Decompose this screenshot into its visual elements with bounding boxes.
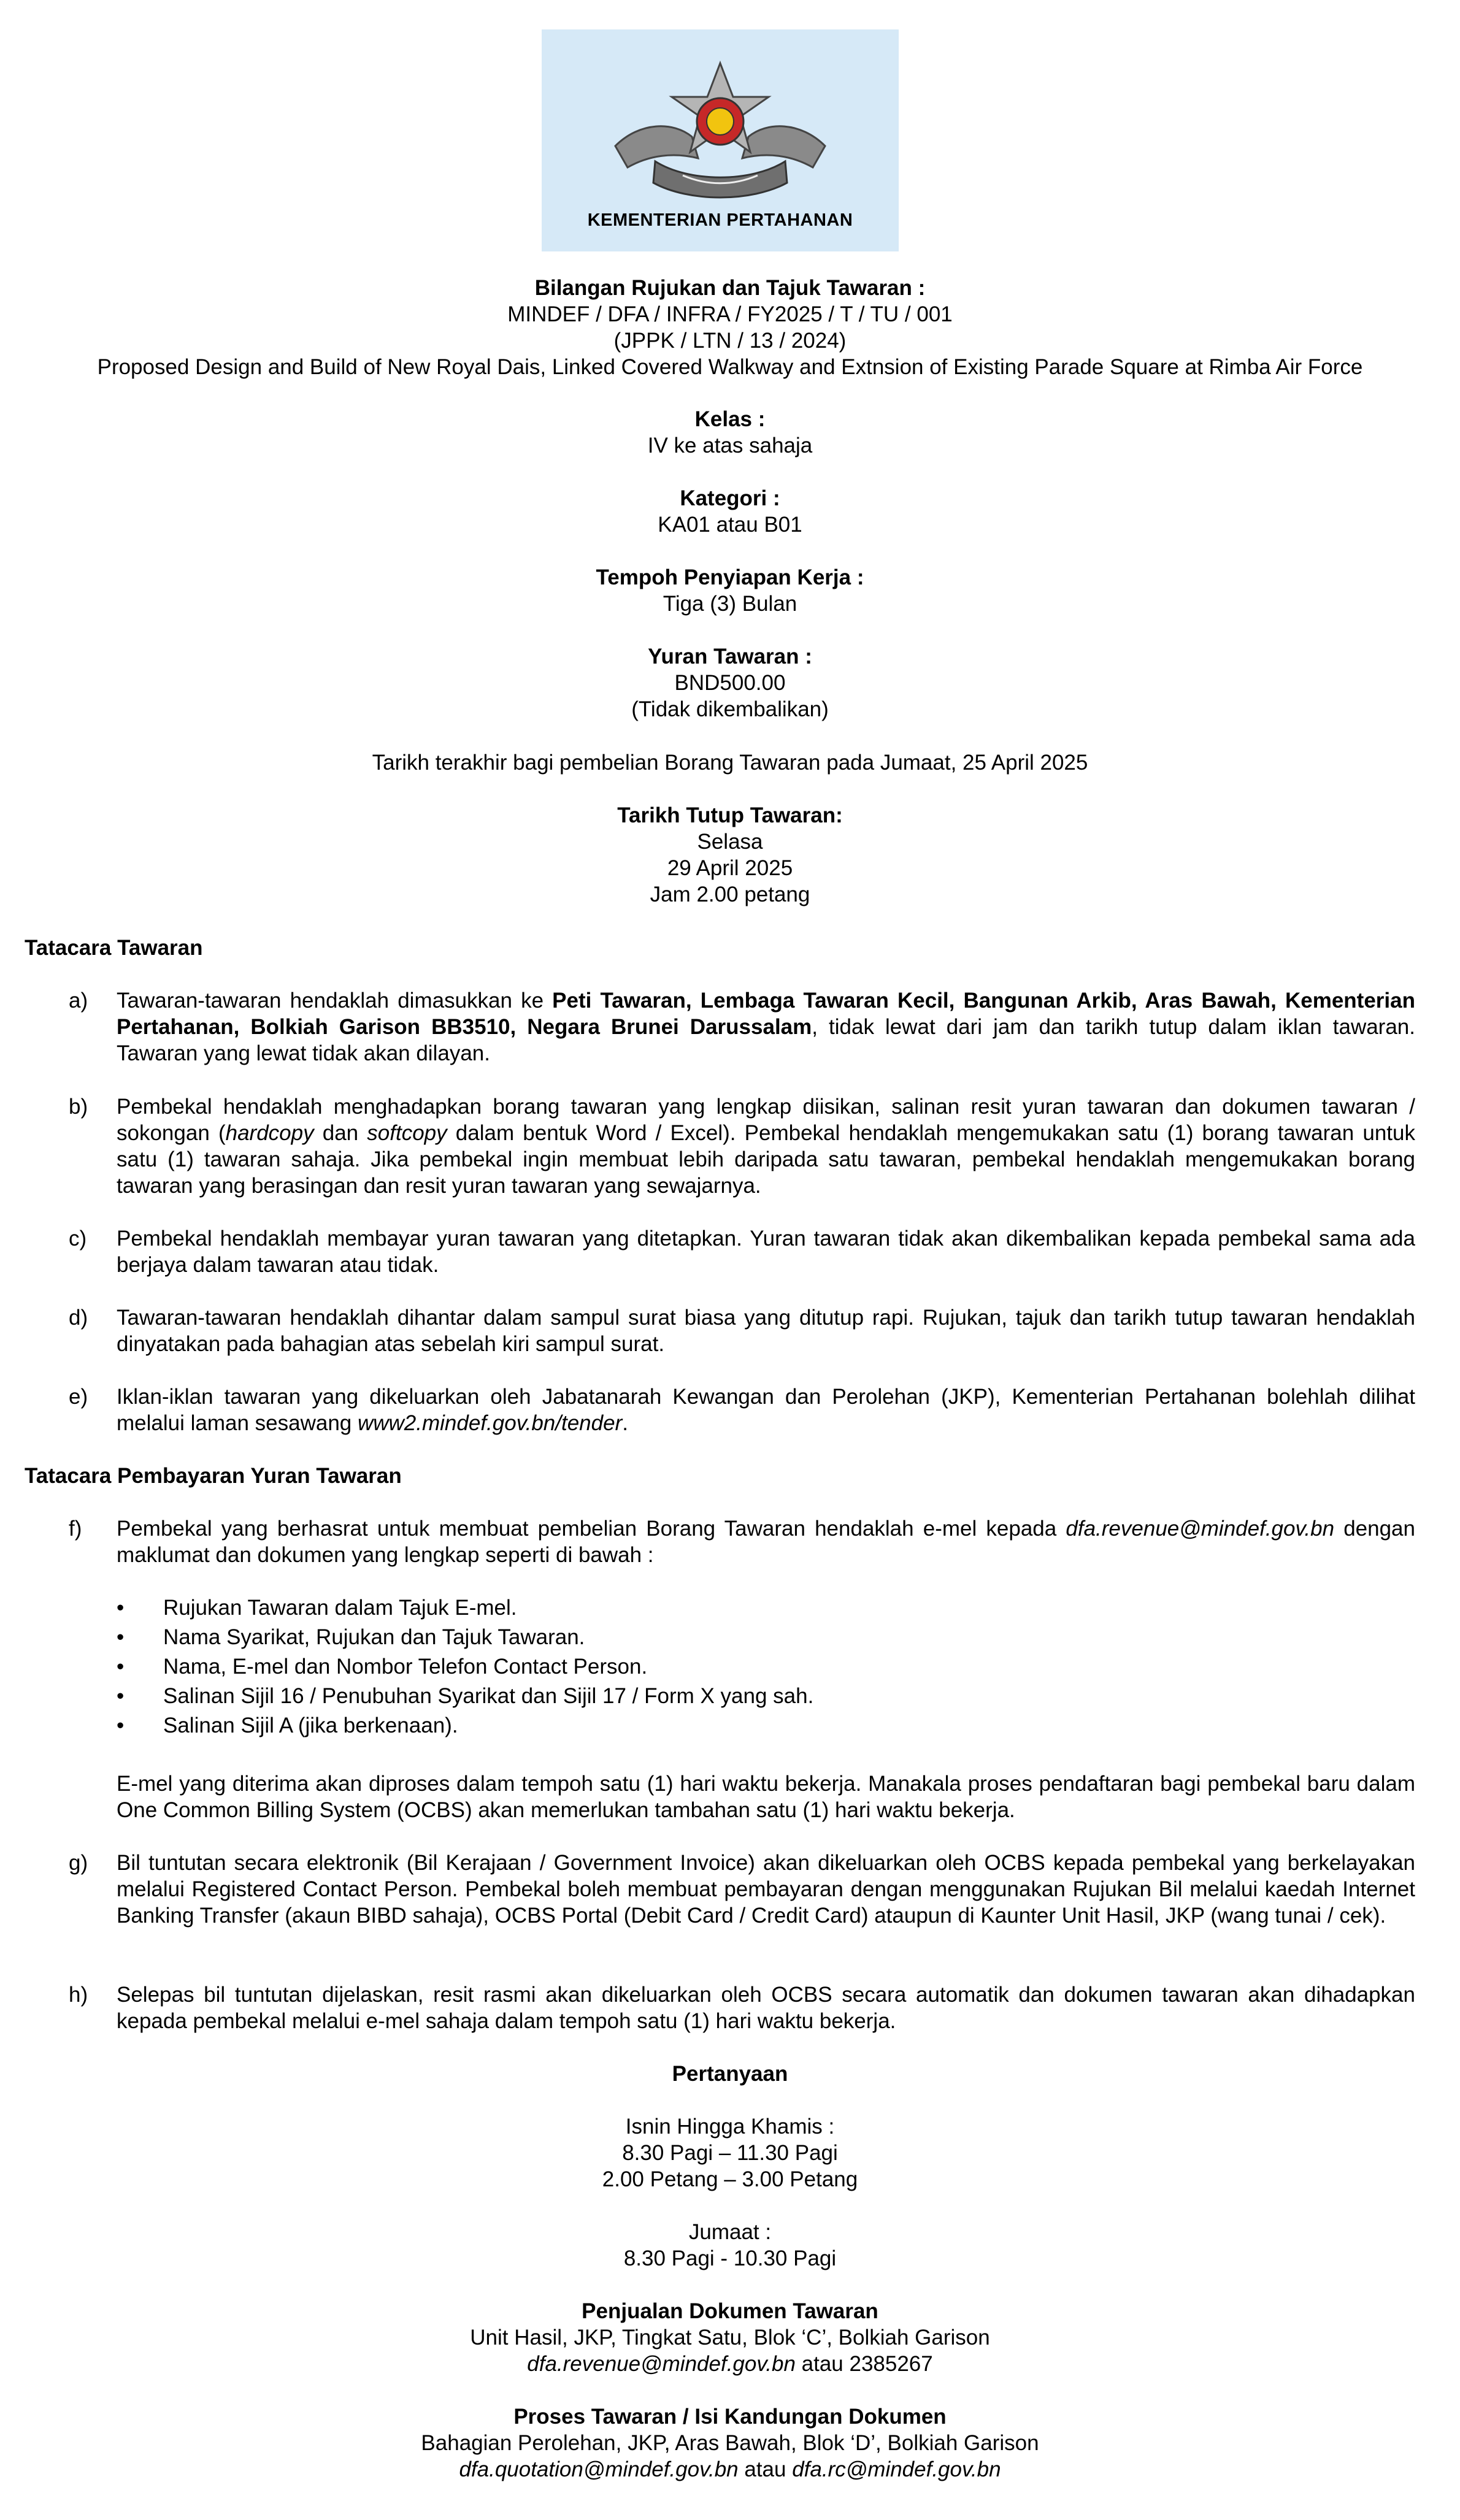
weekday-hours-label: Isnin Hingga Khamis :: [625, 2115, 835, 2139]
item-text: Pembekal hendaklah membayar yuran tawaran yang ditetapkan. Yuran tawaran tidak akan dikembalikan kepada pembekal sama ada berjaya dalam tawaran atau tidak.: [117, 1227, 1415, 1277]
tender-website-link[interactable]: www2.mindef.gov.bn/tender: [357, 1411, 623, 1435]
bullet-icon: •: [117, 1655, 125, 1679]
item-label: h): [69, 1983, 88, 2007]
sales-address: Unit Hasil, JKP, Tingkat Satu, Blok ‘C’, Bolkiah Garison: [470, 2326, 990, 2350]
bullet-icon: •: [117, 1596, 125, 1620]
closing-label: Tarikh Tutup Tawaran:: [617, 803, 843, 827]
revenue-email-link[interactable]: dfa.revenue@mindef.gov.bn: [1066, 1517, 1335, 1541]
weekday-afternoon-hours: 2.00 Petang – 3.00 Petang: [602, 2167, 858, 2191]
item-text: Iklan-iklan tawaran yang dikeluarkan oleh Jabatanarah Kewangan dan Perolehan (JKP), Kementerian Pertahanan bolehlah dilihat melalui laman sesawang www2.mindef.gov.bn/tender.: [117, 1385, 1415, 1435]
item-text: Selepas bil tuntutan dijelaskan, resit rasmi akan dikeluarkan oleh OCBS secara automatik dan dokumen tawaran akan dihadapkan kepada pembekal melalui e-mel sahaja dalam tempoh satu (1) hari waktu bekerja.: [117, 1983, 1415, 2033]
sales-email-link[interactable]: dfa.revenue@mindef.gov.bn: [527, 2352, 796, 2376]
emblem-icon: [542, 29, 899, 207]
section-heading-tatacara-tawaran: Tatacara Tawaran: [25, 936, 203, 960]
quotation-email-link[interactable]: dfa.quotation@mindef.gov.bn: [459, 2457, 739, 2481]
tempoh-value: Tiga (3) Bulan: [663, 592, 797, 616]
kelas-label: Kelas :: [694, 407, 766, 431]
item-text: Bil tuntutan secara elektronik (Bil Kerajaan / Government Invoice) akan dikeluarkan oleh OCBS kepada pembekal yang berkelayakan melalui Registered Contact Person. Pembekal boleh membuat pembayaran dengan menggunakan Rujukan Bil melalui kaedah Internet Banking Transfer (akaun BIBD sahaja), OCBS Portal (Debit Card / Credit Card) ataupun di Kaunter Unit Hasil, JKP (wang tunai / cek).: [117, 1851, 1415, 1928]
item-text: Tawaran-tawaran hendaklah dimasukkan ke Peti Tawaran, Lembaga Tawaran Kecil, Bangunan Arkib, Aras Bawah, Kementerian Pertahanan, Bolkiah Garison BB3510, Negara Brunei Darussalam, tidak lewat dari jam dan tarikh tutup dalam iklan tawaran. Tawaran yang lewat tidak akan dilayan.: [117, 989, 1415, 1065]
yuran-value: BND500.00: [674, 671, 786, 695]
item-label: c): [69, 1227, 87, 1250]
item-label: f): [69, 1517, 82, 1541]
rc-email-link[interactable]: dfa.rc@mindef.gov.bn: [792, 2457, 1001, 2481]
weekday-morning-hours: 8.30 Pagi – 11.30 Pagi: [622, 2141, 838, 2165]
reference-title-label: Bilangan Rujukan dan Tajuk Tawaran :: [534, 276, 926, 300]
sales-contact: dfa.revenue@mindef.gov.bn atau 2385267: [527, 2352, 933, 2376]
friday-hours-label: Jumaat :: [688, 2220, 772, 2244]
sales-heading: Penjualan Dokumen Tawaran: [582, 2299, 878, 2323]
process-address: Bahagian Perolehan, JKP, Aras Bawah, Blok ‘D’, Bolkiah Garison: [421, 2431, 1039, 2455]
project-title: Proposed Design and Build of New Royal Dais, Linked Covered Walkway and Extnsion of Existing Parade Square at Rimba Air Force: [97, 355, 1363, 379]
pertanyaan-heading: Pertanyaan: [672, 2062, 788, 2086]
item-text: Tawaran-tawaran hendaklah dihantar dalam sampul surat biasa yang ditutup rapi. Rujukan, tajuk dan tarikh tutup tawaran hendaklah dinyatakan pada bahagian atas sebelah kiri sampul surat.: [117, 1306, 1415, 1356]
item-label: g): [69, 1851, 88, 1875]
friday-hours: 8.30 Pagi - 10.30 Pagi: [623, 2246, 837, 2270]
tender-box-address: Peti Tawaran, Lembaga Tawaran Kecil, Bangunan Arkib, Aras Bawah, Kementerian Pertahanan, Bolkiah Garison BB3510, Negara Brunei Darussalam: [117, 989, 1415, 1039]
ministry-logo: [542, 29, 899, 251]
item-text: Pembekal yang berhasrat untuk membuat pembelian Borang Tawaran hendaklah e-mel kepada dfa.revenue@mindef.gov.bn dengan maklumat dan dokumen yang lengkap seperti di bawah :: [117, 1517, 1415, 1567]
reference-number: MINDEF / DFA / INFRA / FY2025 / T / TU / 001: [507, 302, 953, 326]
yuran-note: (Tidak dikembalikan): [631, 697, 829, 721]
process-contact: dfa.quotation@mindef.gov.bn atau dfa.rc@mindef.gov.bn: [459, 2457, 1001, 2481]
kelas-value: IV ke atas sahaja: [647, 434, 813, 458]
closing-day: Selasa: [697, 830, 763, 854]
yuran-label: Yuran Tawaran :: [648, 645, 812, 668]
process-heading: Proses Tawaran / Isi Kandungan Dokumen: [513, 2405, 947, 2429]
closing-time: Jam 2.00 petang: [650, 883, 810, 906]
reference-number-secondary: (JPPK / LTN / 13 / 2024): [613, 329, 847, 353]
item-text: Pembekal hendaklah menghadapkan borang tawaran yang lengkap diisikan, salinan resit yuran tawaran dan dokumen tawaran / sokongan (hardcopy dan softcopy dalam bentuk Word / Excel). Pembekal hendaklah mengemukakan satu (1) borang tawaran untuk satu (1) tawaran sahaja. Jika pembekal ingin membuat lebih daripada satu tawaran, pembekal hendaklah mengemukakan borang tawaran yang berasingan dan resit yuran tawaran yang sewajarnya.: [117, 1095, 1415, 1198]
bullet-icon: •: [117, 1625, 125, 1649]
closing-date: 29 April 2025: [667, 856, 793, 880]
item-label: b): [69, 1095, 88, 1119]
kategori-value: KA01 atau B01: [658, 513, 802, 537]
item-label: d): [69, 1306, 88, 1330]
item-label: e): [69, 1385, 88, 1409]
section-heading-pembayaran: Tatacara Pembayaran Yuran Tawaran: [25, 1464, 402, 1488]
bullet-icon: •: [117, 1684, 125, 1708]
item-text: E-mel yang diterima akan diproses dalam tempoh satu (1) hari waktu bekerja. Manakala proses pendaftaran bagi pembekal baru dalam One Common Billing System (OCBS) akan memerlukan tambahan satu (1) hari waktu bekerja.: [117, 1772, 1415, 1822]
tender-notice-page: KEMENTERIAN PERTAHANAN Bilangan Rujukan dan Tajuk Tawaran : MINDEF / DFA / INFRA / FY2025 / T / TU / 001 (JPPK / LTN / 13 / 2024) Proposed Design and Build of New Royal Dais, Linked Covered Walkway and Extnsion of Existing Parade Square at Rimba Air Force Kelas : IV ke atas sahaja Kategori : KA01 atau B01 Tempoh Penyiapan Kerja : Tiga (3) Bulan Yuran Tawaran : BND500.00 (Tidak dikembalikan) Tarikh terakhir bagi pembelian Borang Tawaran pada Jumaat, 25 April 2025 Tarikh Tutup Tawaran: Selasa 29 April 2025 Jam 2.00 petang Tatacara Tawaran a) Tawaran-tawaran hendaklah dimasukkan ke Peti Tawaran, Lembaga Tawaran Kecil, Bangunan Arkib, Aras Bawah, Kementerian Pertahanan, Bolkiah Garison BB3510, Negara Brunei Darussalam, tidak lewat dari jam dan tarikh tutup dalam iklan tawaran. Tawaran yang lewat tidak akan dilayan. b) Pembekal hendaklah menghadapkan borang tawaran yang lengkap diisikan, salinan resit yuran tawaran dan dokumen tawaran / sokongan (hardcopy dan softcopy dalam bentuk Word / Excel). Pembekal hendaklah mengemukakan satu (1) borang tawaran untuk satu (1) tawaran sahaja. Jika pembekal ingin membuat lebih daripada satu tawaran, pembekal hendaklah mengemukakan borang tawaran yang berasingan dan resit yuran tawaran yang sewajarnya. c) Pembekal hendaklah membayar yuran tawaran yang ditetapkan. Yuran tawaran tidak akan dikembalikan kepada pembekal sama ada berjaya dalam tawaran atau tidak. d) Tawaran-tawaran hendaklah dihantar dalam sampul surat biasa yang ditutup rapi. Rujukan, tajuk dan tarikh tutup tawaran hendaklah dinyatakan pada bahagian atas sebelah kiri sampul surat. e) Iklan-iklan tawaran yang dikeluarkan oleh Jabatanarah Kewangan dan Perolehan (JKP), Kementerian Pertahanan bolehlah dilihat melalui laman sesawang www2.mindef.gov.bn/tender. Tatacara Pembayaran Yuran Tawaran f) Pembekal yang berhasrat untuk membuat pembelian Borang Tawaran hendaklah e-mel kepada dfa.revenue@mindef.gov.bn dengan maklumat dan dokumen yang lengkap seperti di bawah : • Rujukan Tawaran dalam Tajuk E-mel. • Nama Syarikat, Rujukan dan Tajuk Tawaran. • Nama, E-mel dan Nombor Telefon Contact Person. • Salinan Sijil 16 / Penubuhan Syarikat dan Sijil 17 / Form X yang sah. • Salinan Sijil A (jika berkenaan). E-mel yang diterima akan diproses dalam tempoh satu (1) hari waktu bekerja. Manakala proses pendaftaran bagi pembekal baru dalam One Common Billing System (OCBS) akan memerlukan tambahan satu (1) hari waktu bekerja. g) Bil tuntutan secara elektronik (Bil Kerajaan / Government Invoice) akan dikeluarkan oleh OCBS kepada pembekal yang berkelayakan melalui Registered Contact Person. Pembekal boleh membuat pembayaran dengan menggunakan Rujukan Bil melalui kaedah Internet Banking Transfer (akaun BIBD sahaja), OCBS Portal (Debit Card / Credit Card) ataupun di Kaunter Unit Hasil, JKP (wang tunai / cek). h) Selepas bil tuntutan dijelaskan, resit rasmi akan dikeluarkan oleh OCBS secara automatik dan dokumen tawaran akan dihadapkan kepada pembekal melalui e-mel sahaja dalam tempoh satu (1) hari waktu bekerja. Pertanyaan Isnin Hingga Khamis : 8.30 Pagi – 11.30 Pagi 2.00 Petang – 3.00 Petang Jumaat : 8.30 Pagi - 10.30 Pagi Penjualan Dokumen Tawaran Unit Hasil, JKP, Tingkat Satu, Blok ‘C’, Bolkiah Garison dfa.revenue@mindef.gov.bn atau 2385267 Proses Tawaran / Isi Kandungan Dokumen Bahagian Perolehan, JKP, Aras Bawah, Blok ‘D’, Bolkiah Garison dfa.quotation@mindef.gov.bn atau dfa.rc@mindef.gov.bn: [0, 0, 1460, 2520]
bullet-icon: •: [117, 1714, 125, 1737]
kategori-label: Kategori :: [680, 486, 780, 510]
logo-caption: KEMENTERIAN PERTAHANAN: [587, 210, 853, 230]
item-label: a): [69, 989, 88, 1013]
tempoh-label: Tempoh Penyiapan Kerja :: [596, 565, 864, 589]
purchase-deadline: Tarikh terakhir bagi pembelian Borang Tawaran pada Jumaat, 25 April 2025: [372, 751, 1088, 775]
